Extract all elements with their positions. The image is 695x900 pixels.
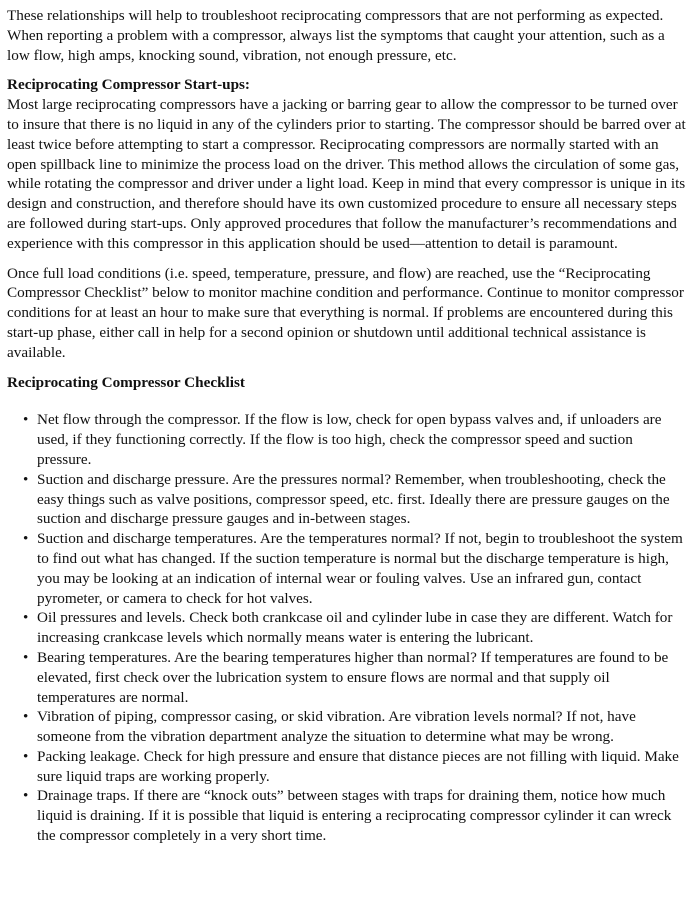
bullet-icon: • — [23, 708, 29, 726]
checklist-item-text: Suction and discharge pressure. Are the pressures normal? Remember, when troubleshooting, check the easy things such as valve positions, compressor speed, etc. first. Ideally there are pressure gauges on the suction and discharge pressure gauges and in-between stages. — [37, 470, 670, 528]
checklist-heading: Reciprocating Compressor Checklist — [7, 373, 245, 391]
checklist-item-text: Vibration of piping, compressor casing, or skid vibration. Are vibration levels normal? If not, have someone from the vibration department analyze the situation to determine what may be wrong. — [37, 708, 636, 746]
bullet-icon: • — [23, 609, 29, 627]
checklist-item — [23, 707, 689, 747]
startups-heading: Reciprocating Compressor Start-ups: — [7, 76, 250, 94]
bullet-icon: • — [23, 411, 29, 429]
startups-paragraph: Most large reciprocating compressors have a jacking or barring gear to allow the compressor to be turned over to insure that there is no liquid in any of the cylinders prior to starting. The compressor should be barred over at least twice before attempting to start a compressor. Reciprocating compressors are normally started with an open spillback line to minimize the process load on the driver. This method allows the circulation of some gas, while rotating the compressor and driver under a light load. Keep in mind that every compressor is unique in its design and construction, and therefore should have its own customized procedure to ensure all necessary steps are followed during start-ups. Only approved procedures that follow the manufacturer’s recommendations and experience with this compressor in this application should be used—attention to detail is paramount. — [7, 96, 686, 252]
intro-paragraph: These relationships will help to troubleshoot reciprocating compressors that are not performing as expected. When reporting a problem with a compressor, always list the symptoms that caught your attention, such as a low flow, high amps, knocking sound, vibration, not enough pressure, etc. — [7, 7, 665, 64]
checklist-item — [23, 410, 689, 469]
bullet-icon: • — [23, 648, 29, 666]
checklist-item-text: Drainage traps. If there are “knock outs” between stages with traps for draining them, notice how much liquid is draining. If it is possible that liquid is entering a reciprocating compressor cylinder it can wreck the compressor completely in a very short time. — [37, 787, 672, 845]
checklist-item-text: Packing leakage. Check for high pressure and ensure that distance pieces are not filling with liquid. Make sure liquid traps are working properly. — [37, 747, 679, 785]
checklist-item-text: Bearing temperatures. Are the bearing temperatures higher than normal? If temperatures are found to be elevated, first check over the lubrication system to ensure flows are normal and that supply oil temperatures are normal. — [37, 648, 669, 706]
startups-section — [7, 75, 689, 253]
checklist-item-text: Net flow through the compressor. If the flow is low, check for open bypass valves and, if unloaders are used, if they functioning correctly. If the flow is too high, check the compressor speed and suction pressure. — [37, 411, 662, 468]
checklist-item — [23, 786, 689, 845]
checklist-item — [23, 608, 689, 648]
checklist-item — [23, 747, 689, 787]
checklist-item — [23, 470, 689, 529]
bullet-icon: • — [23, 787, 29, 805]
checklist-item-text: Oil pressures and levels. Check both crankcase oil and cylinder lube in case they are different. Watch for increasing crankcase levels which normally means water is entering the lubricant. — [37, 609, 673, 647]
bullet-icon: • — [23, 530, 29, 548]
checklist — [7, 410, 689, 846]
checklist-item — [23, 648, 689, 707]
checklist-item-text: Suction and discharge temperatures. Are the temperatures normal? If not, begin to troubleshoot the system to find out what has changed. If the suction temperature is normal but the discharge temperature is high, you may be looking at an indication of internal wear or fouling valves. Use an infrared gun, contact pyrometer, or camera to check for hot valves. — [37, 530, 683, 607]
bullet-icon: • — [23, 747, 29, 765]
full-load-paragraph: Once full load conditions (i.e. speed, temperature, pressure, and flow) are reached, use the “Reciprocating Compressor Checklist” below to monitor machine condition and performance. Continue to monitor compressor conditions for at least an hour to make sure that everything is normal. If problems are encountered during this start-up phase, either call in help for a second opinion or shutdown until additional technical assistance is available. — [7, 264, 684, 361]
checklist-item — [23, 529, 689, 608]
bullet-icon: • — [23, 470, 29, 488]
